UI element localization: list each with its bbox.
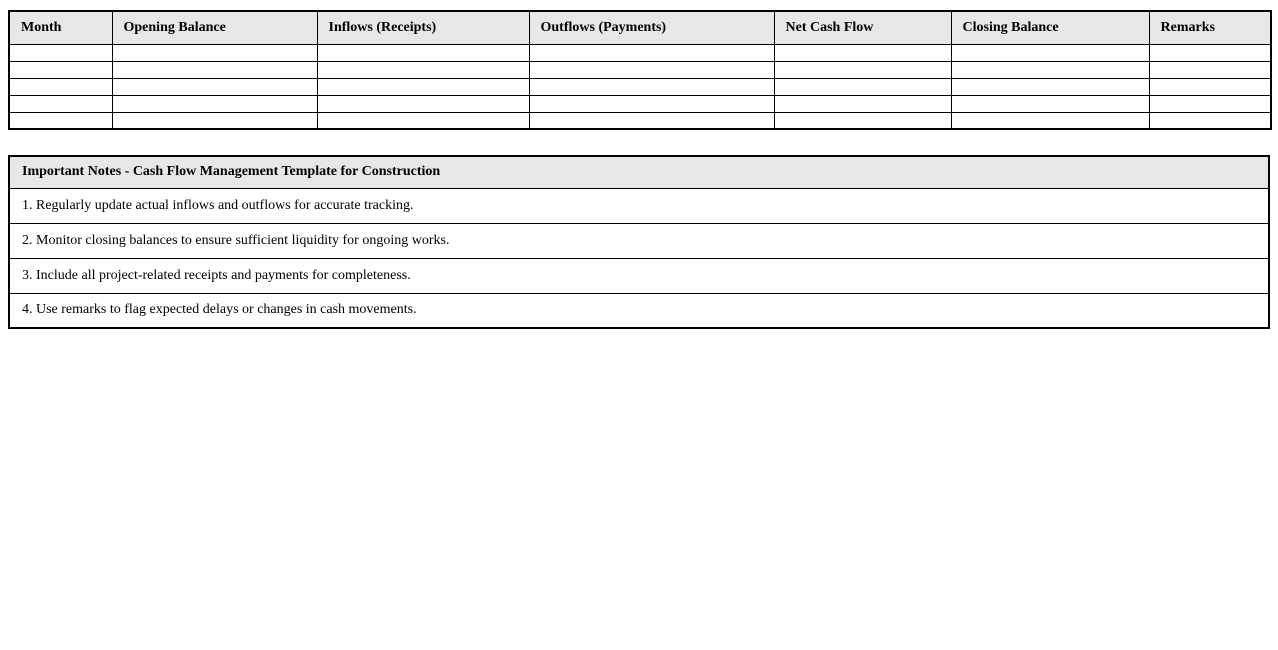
list-item <box>9 188 1269 223</box>
empty-cell[interactable] <box>317 61 529 78</box>
empty-cell[interactable] <box>774 112 951 129</box>
notes-body <box>9 188 1269 328</box>
column-header-remarks: Remarks <box>1149 11 1271 44</box>
empty-cell[interactable] <box>774 44 951 61</box>
empty-cell[interactable] <box>774 95 951 112</box>
empty-cell[interactable] <box>1149 78 1271 95</box>
note-text-3: 3. Include all project-related receipts and payments for completeness. <box>9 258 1269 293</box>
cashflow-table <box>8 10 1272 130</box>
empty-cell[interactable] <box>951 112 1149 129</box>
empty-cell[interactable] <box>317 112 529 129</box>
table-row <box>9 112 1271 129</box>
note-text-1: 1. Regularly update actual inflows and outflows for accurate tracking. <box>9 188 1269 223</box>
empty-cell[interactable] <box>951 44 1149 61</box>
empty-cell[interactable] <box>317 78 529 95</box>
empty-cell[interactable] <box>1149 44 1271 61</box>
empty-cell[interactable] <box>1149 61 1271 78</box>
column-header-outflows: Outflows (Payments) <box>529 11 774 44</box>
column-header-closing-balance: Closing Balance <box>951 11 1149 44</box>
table-row <box>9 95 1271 112</box>
column-header-inflows: Inflows (Receipts) <box>317 11 529 44</box>
empty-cell[interactable] <box>529 44 774 61</box>
note-text-4: 4. Use remarks to flag expected delays or changes in cash movements. <box>9 293 1269 328</box>
empty-cell[interactable] <box>951 95 1149 112</box>
empty-cell[interactable] <box>774 78 951 95</box>
empty-cell[interactable] <box>112 95 317 112</box>
table-row <box>9 61 1271 78</box>
empty-cell[interactable] <box>529 61 774 78</box>
note-text-2: 2. Monitor closing balances to ensure sufficient liquidity for ongoing works. <box>9 223 1269 258</box>
list-item <box>9 223 1269 258</box>
empty-cell[interactable] <box>9 95 112 112</box>
column-header-month: Month <box>9 11 112 44</box>
list-item <box>9 293 1269 328</box>
empty-cell[interactable] <box>112 112 317 129</box>
empty-cell[interactable] <box>1149 112 1271 129</box>
empty-cell[interactable] <box>317 44 529 61</box>
empty-cell[interactable] <box>951 61 1149 78</box>
column-header-net-cash-flow: Net Cash Flow <box>774 11 951 44</box>
empty-cell[interactable] <box>529 95 774 112</box>
empty-cell[interactable] <box>317 95 529 112</box>
empty-cell[interactable] <box>112 44 317 61</box>
empty-cell[interactable] <box>112 78 317 95</box>
table-row <box>9 78 1271 95</box>
empty-cell[interactable] <box>951 78 1149 95</box>
empty-cell[interactable] <box>9 112 112 129</box>
list-item <box>9 258 1269 293</box>
empty-cell[interactable] <box>529 78 774 95</box>
empty-cell[interactable] <box>112 61 317 78</box>
empty-cell[interactable] <box>774 61 951 78</box>
table-row <box>9 44 1271 61</box>
empty-cell[interactable] <box>9 78 112 95</box>
empty-cell[interactable] <box>1149 95 1271 112</box>
notes-header-row <box>9 156 1269 188</box>
notes-title: Important Notes - Cash Flow Management Template for Construction <box>9 156 1269 188</box>
column-header-opening-balance: Opening Balance <box>112 11 317 44</box>
empty-cell[interactable] <box>9 61 112 78</box>
cashflow-header-row <box>9 11 1271 44</box>
empty-cell[interactable] <box>9 44 112 61</box>
empty-cell[interactable] <box>529 112 774 129</box>
cashflow-body <box>9 44 1271 129</box>
notes-table <box>8 155 1270 329</box>
